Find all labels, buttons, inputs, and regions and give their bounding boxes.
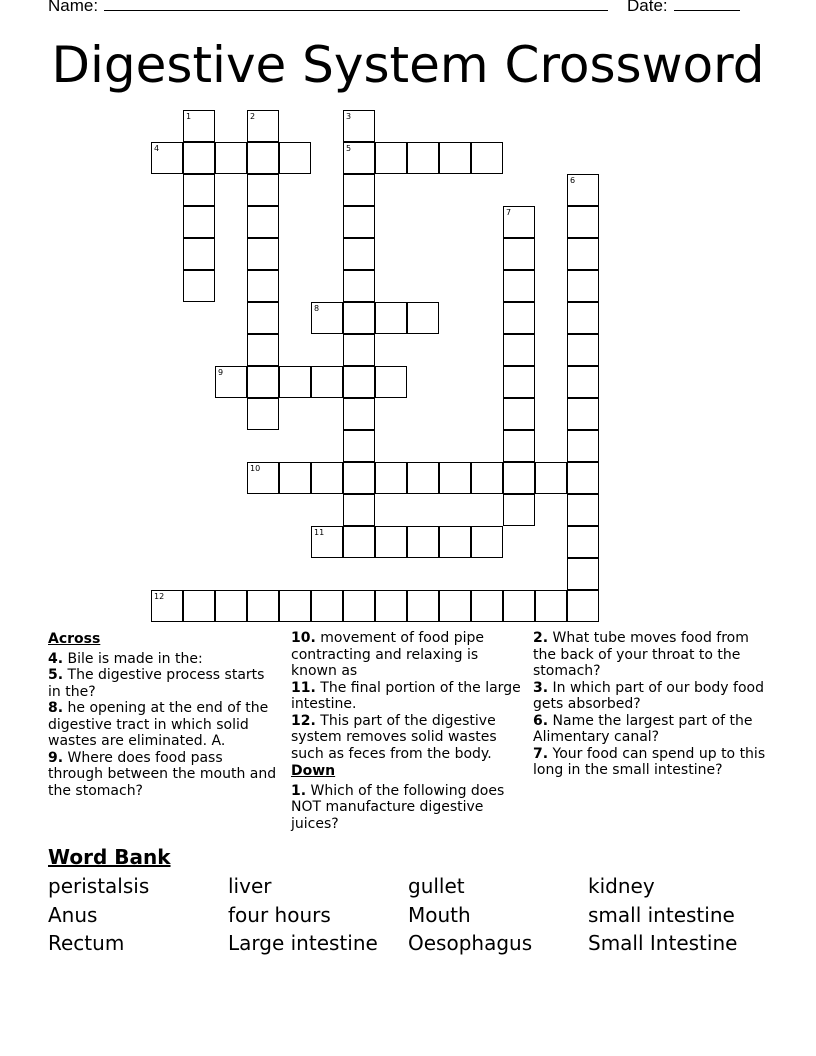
crossword-cell[interactable] (503, 494, 535, 526)
crossword-cell[interactable] (503, 366, 535, 398)
crossword-cell[interactable] (279, 366, 311, 398)
clue-down-1 (291, 783, 523, 833)
word-bank-item: small intestine (588, 903, 735, 927)
crossword-cell[interactable] (215, 366, 247, 398)
crossword-cell[interactable] (215, 142, 247, 174)
clue-text: What tube moves food from the back of your throat to the stomach? (533, 630, 749, 679)
crossword-cell[interactable] (439, 526, 471, 558)
crossword-cell[interactable] (567, 334, 599, 366)
crossword-cell[interactable] (503, 302, 535, 334)
crossword-cell[interactable] (503, 462, 535, 494)
crossword-cell[interactable] (567, 270, 599, 302)
cell-number: 7 (506, 208, 512, 217)
clue-number: 8. (48, 700, 64, 716)
crossword-cell[interactable] (343, 142, 375, 174)
crossword-cell[interactable] (567, 206, 599, 238)
word-bank-title: Word Bank (48, 845, 171, 869)
crossword-cell[interactable] (503, 206, 535, 238)
cell-number: 6 (570, 176, 576, 185)
crossword-cell[interactable] (567, 590, 599, 622)
clue-down-3 (533, 680, 771, 713)
name-label: Name: (48, 0, 99, 15)
crossword-cell[interactable] (407, 302, 439, 334)
crossword-cell[interactable] (247, 462, 279, 494)
word-bank-item: Large intestine (228, 931, 378, 955)
crossword-cell[interactable] (343, 174, 375, 206)
word-bank-item: Small Intestine (588, 931, 738, 955)
clue-across-9 (48, 750, 280, 800)
crossword-cell[interactable] (183, 110, 215, 142)
cell-number: 9 (218, 368, 224, 377)
cell-number: 3 (346, 112, 352, 121)
crossword-cell[interactable] (503, 238, 535, 270)
clue-text: Name the largest part of the Alimentary canal? (533, 712, 753, 745)
cell-number: 1 (186, 112, 192, 121)
crossword-cell[interactable] (343, 590, 375, 622)
clue-across-5 (48, 667, 280, 700)
crossword-cell[interactable] (503, 430, 535, 462)
word-bank-item: kidney (588, 874, 655, 898)
crossword-cell[interactable] (151, 142, 183, 174)
word-bank-item: four hours (228, 903, 331, 927)
crossword-cell[interactable] (503, 334, 535, 366)
crossword-cell[interactable] (279, 590, 311, 622)
clue-text: movement of food pipe contracting and relaxing is known as (291, 630, 485, 679)
crossword-cell[interactable] (343, 430, 375, 462)
crossword-cell[interactable] (471, 142, 503, 174)
word-bank-item: peristalsis (48, 874, 150, 898)
crossword-cell[interactable] (183, 270, 215, 302)
clues-column-2 (291, 630, 523, 832)
clue-number: 7. (533, 745, 549, 762)
crossword-cell[interactable] (535, 590, 567, 622)
crossword-cell[interactable] (407, 590, 439, 622)
clue-text: Bile is made in the: (67, 650, 203, 667)
crossword-cell[interactable] (311, 462, 343, 494)
crossword-cell[interactable] (567, 366, 599, 398)
crossword-cell[interactable] (311, 590, 343, 622)
crossword-cell[interactable] (567, 398, 599, 430)
clue-text: The digestive process starts in the? (48, 667, 265, 700)
cell-number: 10 (250, 464, 261, 473)
crossword-cell[interactable] (407, 526, 439, 558)
crossword-cell[interactable] (567, 174, 599, 206)
crossword-cell[interactable] (247, 174, 279, 206)
cell-number: 5 (346, 144, 352, 153)
crossword-cell[interactable] (471, 462, 503, 494)
crossword-cell[interactable] (567, 238, 599, 270)
clue-text: This part of the digestive system removes solid wastes such as feces from the body. (291, 712, 497, 762)
crossword-cell[interactable] (567, 430, 599, 462)
clue-across-8 (48, 700, 280, 750)
clue-text: Where does food pass through between the mouth and the stomach? (48, 749, 277, 799)
crossword-cell[interactable] (343, 366, 375, 398)
clue-number: 12. (291, 712, 316, 729)
crossword-cell[interactable] (311, 526, 343, 558)
crossword-cell[interactable] (567, 494, 599, 526)
crossword-cell[interactable] (247, 334, 279, 366)
crossword-cell[interactable] (375, 590, 407, 622)
cell-number: 11 (314, 528, 325, 537)
crossword-cell[interactable] (343, 462, 375, 494)
crossword-cell[interactable] (567, 462, 599, 494)
clue-number: 9. (48, 749, 64, 766)
clue-down-6 (533, 713, 771, 746)
crossword-cell[interactable] (247, 302, 279, 334)
crossword-cell[interactable] (343, 238, 375, 270)
crossword-cell[interactable] (439, 590, 471, 622)
clue-across-12 (291, 713, 523, 763)
crossword-cell[interactable] (151, 590, 183, 622)
down-heading: Down (291, 763, 336, 779)
clues-column-3 (533, 630, 771, 779)
clue-down-7 (533, 746, 771, 779)
word-bank-item: liver (228, 874, 272, 898)
crossword-cell[interactable] (311, 302, 343, 334)
crossword-cell[interactable] (279, 462, 311, 494)
crossword-cell[interactable] (183, 590, 215, 622)
word-bank-item: gullet (408, 874, 465, 898)
crossword-cell[interactable] (247, 238, 279, 270)
clue-down-2 (533, 630, 771, 680)
clue-number: 5. (48, 667, 64, 683)
word-bank-item: Oesophagus (408, 931, 533, 955)
crossword-cell[interactable] (215, 590, 247, 622)
crossword-cell[interactable] (343, 302, 375, 334)
crossword-cell[interactable] (503, 398, 535, 430)
crossword-cell[interactable] (471, 526, 503, 558)
clue-text: he opening at the end of the digestive tract in which solid wastes are eliminated. A. (48, 700, 269, 749)
clue-number: 2. (533, 630, 549, 646)
crossword-cell[interactable] (567, 302, 599, 334)
cell-number: 8 (314, 304, 320, 313)
clue-across-10 (291, 630, 523, 680)
crossword-cell[interactable] (343, 270, 375, 302)
clue-number: 3. (533, 679, 549, 696)
crossword-cell[interactable] (503, 590, 535, 622)
crossword-cell[interactable] (567, 558, 599, 590)
crossword-cell[interactable] (407, 142, 439, 174)
crossword-cell[interactable] (567, 526, 599, 558)
clue-text: The final portion of the large intestine. (291, 679, 521, 712)
word-bank-item: Mouth (408, 903, 471, 927)
word-bank-item: Rectum (48, 931, 125, 955)
crossword-cell[interactable] (375, 302, 407, 334)
crossword-cell[interactable] (343, 206, 375, 238)
crossword-cell[interactable] (247, 110, 279, 142)
cell-number: 2 (250, 112, 256, 121)
crossword-cell[interactable] (343, 526, 375, 558)
word-bank-item: Anus (48, 903, 98, 927)
crossword-cell[interactable] (471, 590, 503, 622)
crossword-cell[interactable] (535, 462, 567, 494)
clue-number: 1. (291, 782, 307, 799)
crossword-cell[interactable] (375, 526, 407, 558)
clue-across-4 (48, 651, 280, 668)
crossword-cell[interactable] (247, 366, 279, 398)
clue-number: 10. (291, 630, 316, 646)
crossword-cell[interactable] (407, 462, 439, 494)
clue-number: 11. (291, 679, 316, 696)
crossword-cell[interactable] (375, 142, 407, 174)
crossword-cell[interactable] (183, 142, 215, 174)
page-title: Digestive System Crossword (51, 36, 765, 94)
date-label: Date: (627, 0, 668, 15)
crossword-cell[interactable] (439, 142, 471, 174)
crossword-cell[interactable] (503, 270, 535, 302)
crossword-cell[interactable] (343, 494, 375, 526)
crossword-cell[interactable] (183, 174, 215, 206)
crossword-cell[interactable] (343, 334, 375, 366)
clue-number: 6. (533, 712, 549, 729)
clue-text: In which part of our body food gets absorbed? (533, 679, 764, 712)
crossword-cell[interactable] (183, 206, 215, 238)
crossword-cell[interactable] (247, 590, 279, 622)
cell-number: 12 (154, 592, 165, 601)
crossword-cell[interactable] (247, 270, 279, 302)
crossword-cell[interactable] (247, 206, 279, 238)
cell-number: 4 (154, 144, 160, 153)
crossword-cell[interactable] (247, 398, 279, 430)
clue-text: Which of the following does NOT manufacture digestive juices? (291, 782, 505, 832)
crossword-cell[interactable] (279, 142, 311, 174)
clues-column-1 (48, 630, 280, 799)
clue-across-11 (291, 680, 523, 713)
crossword-cell[interactable] (375, 366, 407, 398)
across-heading: Across (48, 631, 101, 647)
clue-text: Your food can spend up to this long in the small intestine? (533, 745, 766, 778)
crossword-cell[interactable] (439, 462, 471, 494)
crossword-cell[interactable] (343, 110, 375, 142)
crossword-cell[interactable] (247, 142, 279, 174)
crossword-cell[interactable] (183, 238, 215, 270)
clue-number: 4. (48, 650, 64, 667)
crossword-cell[interactable] (311, 366, 343, 398)
crossword-cell[interactable] (343, 398, 375, 430)
crossword-cell[interactable] (375, 462, 407, 494)
